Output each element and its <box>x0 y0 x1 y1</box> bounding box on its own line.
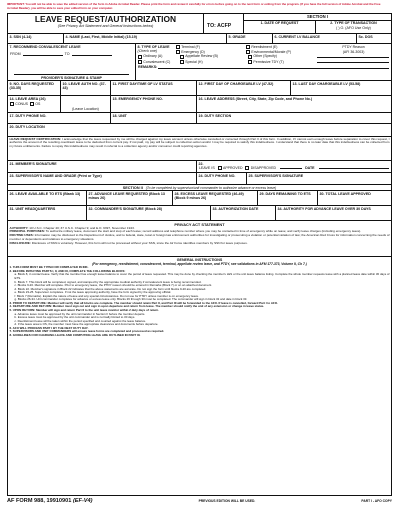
instruction-line: f. Block 7 (Remarks). Explain the nature of leave and any special circumstances. Do not use for PTDY unless member is on emergency leave. <box>14 293 199 298</box>
convalescent-leave-label: 7. RECOMMEND CONVALESCENT LEAVE <box>9 44 81 49</box>
approval-date-label: DATE <box>305 165 315 170</box>
leave-address-field[interactable] <box>197 96 391 112</box>
instruction-line: 7. SUPERVISORS AND UNIT COMMANDERS will ensure leave forms are completed and processed as required. <box>9 329 165 334</box>
leave-auth-no-label: 10. LEAVE AUTH NO. (37-43) <box>62 81 106 90</box>
ptdy-reason: PTDY Reason <box>342 45 365 49</box>
instruction-line: e. Block 23-25. Supervisor completes. If not the leave approving authority, have the form signed by the approving official. <box>14 290 172 295</box>
dos-field[interactable] <box>357 34 391 43</box>
leave-available-ets-field[interactable] <box>8 191 87 205</box>
to-label-conv: TO <box>64 51 70 56</box>
member-signature-field[interactable] <box>8 161 197 172</box>
row-31-34 <box>8 206 391 221</box>
to-input[interactable] <box>72 53 112 56</box>
row-21-22 <box>8 161 391 173</box>
certification-text <box>8 137 391 160</box>
instruction-line: a. Advance leave must be approved by the unit commander in Section II before the member departs. <box>14 311 146 316</box>
emergency-phone-label: 15. EMERGENCY PHONE NO. <box>112 96 163 101</box>
type-of-transaction-label: 2. TYPE OF TRANSACTION <box>330 21 377 25</box>
first-chargeable-field[interactable] <box>197 81 291 95</box>
instruction-line: g. Blocks 26-34. Unit commander completes for advance or excess leave only. Blocks 26 through 30 must be completed. The commander will sign in block 32 and date in block 33. <box>14 297 248 302</box>
disapproved-checkbox[interactable]: DISAPPROVED <box>245 166 276 171</box>
instruction-lines <box>10 266 390 337</box>
general-instructions <box>8 258 391 337</box>
total-leave-approved-field[interactable] <box>318 191 391 205</box>
authority-text: 10 U.S.C. Chapter 40; 37 U.S.C. Chapter 9; and E.O. 9397, November 1943. <box>29 225 135 230</box>
ssn-field[interactable] <box>8 34 64 43</box>
form-page <box>7 2 392 516</box>
last-chargeable-label: 13. LAST DAY CHARGEABLE LV (53-58) <box>292 81 361 86</box>
type-of-leave-label: 8. TYPE OF LEAVE <box>137 44 170 49</box>
row-26-30 <box>8 191 391 206</box>
commander-signature-label: 32. COMMANDER'S SIGNATURE (Block 28) <box>88 206 162 211</box>
duty-section-field[interactable] <box>197 113 391 123</box>
ordinary-checkbox[interactable]: Ordinary (A) <box>138 54 178 59</box>
instruction-line: b. Block 7. This block will be completed, signed, and stamped by the appropriate medical authority if convalescent leave is being recommended. <box>14 279 202 284</box>
authority-advance-label: 34. AUTHORITY FOR ADVANCE LEAVE OVER 30 DAYS <box>277 206 371 211</box>
type-of-transaction-field[interactable] <box>316 21 391 34</box>
to-label: TO: ACFP <box>207 23 232 29</box>
member-signature-label: 21. MEMBER'S SIGNATURE <box>9 161 57 166</box>
form-footer <box>7 496 392 504</box>
days-remaining-ets-label: 29. DAYS REMAINING TO ETS <box>259 191 311 196</box>
leave-location-label: (Leave Location) <box>72 106 99 111</box>
date-of-request-label: 1. DATE OF REQUEST <box>260 21 299 25</box>
days-requested-label: 9. NO. DAYS REQUESTED (33-35) <box>9 81 54 90</box>
unit-label: 18. UNIT <box>112 113 127 118</box>
principal-purposes-label: PRINCIPAL PURPOSES: <box>9 229 45 234</box>
supervisor-name-field[interactable] <box>8 173 197 184</box>
instruction-line: 4. DEPARTURE AND RETURN: Member must sign out and sign in upon departure and return from leave. The member should notify the unit of any extension or change in leave status. <box>9 304 265 309</box>
instruction-line: c. Reenlistment leave will be taken within the period specified and counted against the leave balance. <box>14 318 147 323</box>
dos-label: Sc. DOS <box>358 34 373 39</box>
previous-edition-note: PREVIOUS EDITION WILL BE USED. <box>198 498 256 503</box>
unit-headquarters-field[interactable] <box>8 206 87 220</box>
approval-date-input[interactable] <box>319 166 389 169</box>
leave-is-label: LEAVE IS <box>199 165 215 170</box>
instruction-line: d. Block 22. Member's signature in Block 22 indicates that the above statements are accurate. Do not sign the form until blocks 9-20 are completed. <box>14 286 207 291</box>
unit-field[interactable] <box>111 113 197 123</box>
important-notice: IMPORTANT: You will not be able to save the edited version of the form in Adobe Acrobat Reader. Please print the form and review it carefully for errors before going on to the next form or exiting from the program. (If you have the full version of Adobe Acrobat and the Free Acrobat Reader), you will be able to save your edited form on your computer. <box>7 2 381 10</box>
title-cell <box>8 14 204 33</box>
terminal-checkbox[interactable]: Terminal (F) <box>176 45 244 50</box>
section1-cell <box>244 14 391 33</box>
leave-approval-field <box>197 161 391 172</box>
excess-leave-label: 28. EXCESS LEAVE REQUESTED (46-49) (Block 9 minus 26) <box>174 191 244 200</box>
section2-heading: SECTION II <box>122 185 143 190</box>
instruction-line: 1. THIS FORM MUST BE TYPED OR COMPLETED IN INK. <box>9 265 89 270</box>
authority-label: AUTHORITY: <box>9 225 29 230</box>
other-specify-checkbox[interactable]: Other (Specify) <box>248 54 314 59</box>
appellate-review-checkbox[interactable]: Appellate Review (B) <box>180 54 246 59</box>
instruction-line: 5. UPON RETURN: Member will sign and return Part II to the unit leave monitor within 2 duty days of return. <box>9 307 160 312</box>
permissive-tdy-input[interactable] <box>316 60 389 65</box>
supervisor-signature-label: 25. SUPERVISOR'S SIGNATURE <box>248 173 304 178</box>
convalescent-checkbox[interactable]: Convalescent (C) <box>138 60 178 65</box>
authority-advance-field[interactable] <box>276 206 391 220</box>
instruction-line: a. Block 8, in contact leave. Verify that the member has enough leave balance to cover the period of leave requested. This may be done by checking the member's LES or the unit leave balance listing. Complete the whole member requests leave with a planned leave date within 30 days of ETS. <box>14 272 390 281</box>
routine-uses-text: Information may be disclosed to the Department of Justice, and to federal, state, local or foreign law enforcement authorities for investigating or prosecuting a violation or potential violation of law; the American Red Cross for information concerning the needs of member or dependents and relatives to emergency situations. <box>9 233 390 241</box>
authorization-date-field[interactable] <box>211 206 276 220</box>
disapproved-reason-line[interactable] <box>280 166 302 169</box>
leave-area-field <box>8 96 61 112</box>
instruction-line: 6. AFO WILL PROCESS PART I BY THE NEXT DUTY DAY. <box>9 325 89 330</box>
certification-row <box>8 137 391 161</box>
to-cell <box>204 14 244 33</box>
current-lv-balance-label: 6. CURRENT LV BALANCE <box>274 34 320 39</box>
privacy-act-text <box>8 227 391 246</box>
unit-headquarters-label: 31. UNIT HEADQUARTERS <box>9 206 56 211</box>
principal-purposes-text: To authorize military leave, document the start and stop of each leave; record address and telephone number where you may be contacted in time of emergency while on leave; and verify leave charges (including emergency leave). <box>45 229 362 234</box>
advance-leave-label: 27. ADVANCE LEAVE REQUESTED (Block 13 minus 26) <box>88 191 165 200</box>
duty-phone-label: 17. DUTY PHONE NO. <box>9 113 47 118</box>
instruction-line: b. Excess leave must be approved by the unit commander and is normally limited to 30 days. <box>14 315 136 320</box>
grade-field[interactable] <box>227 34 273 43</box>
general-instructions-subheading: (For emergency, reenlistment, convalescent, terminal, appellate review leave, and PTDY, see validations in AFM 177-373, Volume II, Ch 7.) <box>92 262 307 267</box>
total-leave-approved-label: 30. TOTAL LEAVE APPROVED <box>319 191 371 196</box>
first-day-time-field[interactable] <box>111 81 197 95</box>
row-7-8 <box>8 44 391 81</box>
date-of-request-field[interactable] <box>244 21 316 34</box>
leave-approval-label: 22. <box>198 161 204 166</box>
certification-lead: LEAVE REQUEST CERTIFICATION: <box>9 136 62 141</box>
privacy-act-section <box>8 221 391 257</box>
row-23-25 <box>8 173 391 185</box>
authorization-date-label: 33. AUTHORIZATION DATE <box>212 206 259 211</box>
header-row <box>8 14 391 34</box>
routine-uses-label: ROUTINE USES: <box>9 233 34 237</box>
row-3-6 <box>8 34 391 44</box>
privacy-act-heading: PRIVACY ACT STATEMENT <box>174 221 225 227</box>
leave-available-ets-label: 26. LEAVE AVAILABLE TO ETS (Blank 13) <box>9 191 81 196</box>
name-label: 4. NAME (Last, First, Middle Initial) (15-19) <box>65 34 137 39</box>
section1-heading: SECTION I <box>244 14 391 21</box>
type-of-leave-field <box>136 44 391 80</box>
row-17-19 <box>8 113 391 124</box>
remarks-label: REMARKS: <box>138 64 158 69</box>
days-remaining-ets-field[interactable] <box>258 191 318 205</box>
first-day-time-label: 11. FIRST DAY/TIME OF LV STATUS <box>112 81 173 86</box>
first-chargeable-label: 12. FIRST DAY OF CHARGEABLE LV (47-52) <box>198 81 274 86</box>
duty-section-label: 19. DUTY SECTION <box>198 113 232 118</box>
instruction-line: 8. GUIDELINES FOR CHARGING LEAVE AND COMPUTING LEAVE ARE OUTLINED IN PART III. <box>9 332 141 337</box>
type-of-leave-sub: (Check one) <box>137 49 158 54</box>
last-chargeable-field[interactable] <box>291 81 391 95</box>
current-lv-balance-field[interactable] <box>273 34 357 43</box>
general-instructions-section <box>8 257 391 455</box>
emergency-checkbox[interactable]: Emergency (D) <box>176 50 244 55</box>
advance-leave-field[interactable] <box>87 191 173 205</box>
section2-subheading: (To be completed by supervisor/unit commander to authorize advance or excess leave) <box>145 185 277 190</box>
emergency-phone-field[interactable] <box>111 96 197 112</box>
leave-area-label: 14. LEAVE AREA (26) <box>9 96 46 101</box>
leave-address-label: 16. LEAVE ADDRESS (Street, City, State, Zip Code, and Phone No.) <box>198 96 313 101</box>
disclosure-text: Disclosure of SSN is voluntary. However, this form will not be processed without your SSN, since the Air Force identifies members by SSN for leave purposes. <box>31 240 248 245</box>
ptdy-input[interactable] <box>316 54 389 59</box>
disclosure-label: DISCLOSURE: <box>9 240 31 245</box>
days-requested-field[interactable] <box>8 81 61 95</box>
duty-phone-field[interactable] <box>8 113 111 123</box>
instruction-line: 2. BEFORE INITIATING PARTS I, II, AND III, COMPLETE THE FOLLOWING BLOCKS: <box>9 268 126 273</box>
form-subtitle: (See Privacy Act Statement and General Instructions below) <box>57 24 154 28</box>
leave-request-form <box>7 13 392 496</box>
reenlistment-checkbox[interactable]: Reenlistment (E) <box>246 45 314 50</box>
grade-label: 5. GRADE <box>228 34 246 39</box>
approved-checkbox[interactable]: APPROVED <box>218 166 243 171</box>
from-input[interactable] <box>23 53 63 56</box>
duty-location-label: 20. DUTY LOCATION <box>9 124 45 129</box>
supervisor-phone-field[interactable] <box>197 173 247 184</box>
name-field[interactable] <box>64 34 227 43</box>
special-checkbox[interactable]: Special (H) <box>180 60 246 65</box>
ssn-label: 3. SSN (4-14) <box>9 34 32 39</box>
permissive-tdy-checkbox[interactable]: Permissive TDY (T) <box>248 60 314 65</box>
conus-checkbox[interactable]: CONUS <box>10 102 28 107</box>
certification-body: I acknowledge that the leave requested by me will be charged against my leave account unless otherwise cancelled or corrected through Part II of this form. In addition, if I cannot earn enough leave before separation to cover this request, I authorize the amount of the resulting overdrawn leave to be deducted from current pay. If not paid, my pay will be subject to collection action and/or I may be required to satisfy this indebtedness. I understand that there is no later date that this indebtedness can be collected from my future entitlements. Failure to repay this indebtedness may result in referral to a collection agency and/or consumer credit reporting agencies. <box>9 136 390 149</box>
leave-auth-no-field[interactable] <box>61 81 111 95</box>
commander-signature-field[interactable] <box>87 206 211 220</box>
form-title: LEAVE REQUEST/AUTHORIZATION <box>34 14 177 24</box>
instruction-line: c. Blocks 9-20. Member will complete. Prior to emergency leave, the PTDY reason should be entered in Remarks (Block 7) or on an attached document. <box>14 283 213 288</box>
from-label: FROM <box>10 51 21 56</box>
general-instructions-heading: GENERAL INSTRUCTIONS <box>176 258 223 262</box>
convalescent-leave-field <box>8 44 136 80</box>
provider-signature-label: PROVIDER'S SIGNATURE & STAMP <box>41 75 102 80</box>
supervisor-phone-label: 24. DUTY PHONE NO. <box>198 173 236 178</box>
row-20 <box>8 124 391 137</box>
type-of-transaction-option: ( ) O. (AFO Use Only) <box>336 25 371 30</box>
duty-location-field[interactable] <box>8 124 391 136</box>
environmental-morale-checkbox[interactable]: Environmental/Morale (P) <box>246 50 314 55</box>
row-14-16 <box>8 96 391 113</box>
row-9-13 <box>8 81 391 96</box>
supervisor-signature-field[interactable] <box>247 173 391 184</box>
instruction-line: d. If the leave area is OS, the member must have the appropriate clearances and documents before departure. <box>14 322 159 327</box>
excess-leave-field[interactable] <box>173 191 258 205</box>
part-label: PART I - AFO COPY <box>361 498 392 503</box>
form-number: AF FORM 988, 19910901 (EF-V4) <box>7 497 93 504</box>
leave-location-field[interactable] <box>61 96 111 112</box>
remarks-input[interactable] <box>158 65 389 69</box>
os-checkbox[interactable]: OS <box>30 102 40 107</box>
ptdy-reference: (AFI 36-3003) <box>342 49 365 54</box>
instruction-line: 3. PRIOR TO DEPARTURE: Member will verify that all blocks are complete. The member should retain Part II, and Part III will be forwarded to the AFO. If leave is cancelled, forward Part I to AFO. <box>9 300 278 305</box>
supervisor-name-label: 23. SUPERVISOR'S NAME AND GRADE (Print or Type) <box>9 173 102 178</box>
